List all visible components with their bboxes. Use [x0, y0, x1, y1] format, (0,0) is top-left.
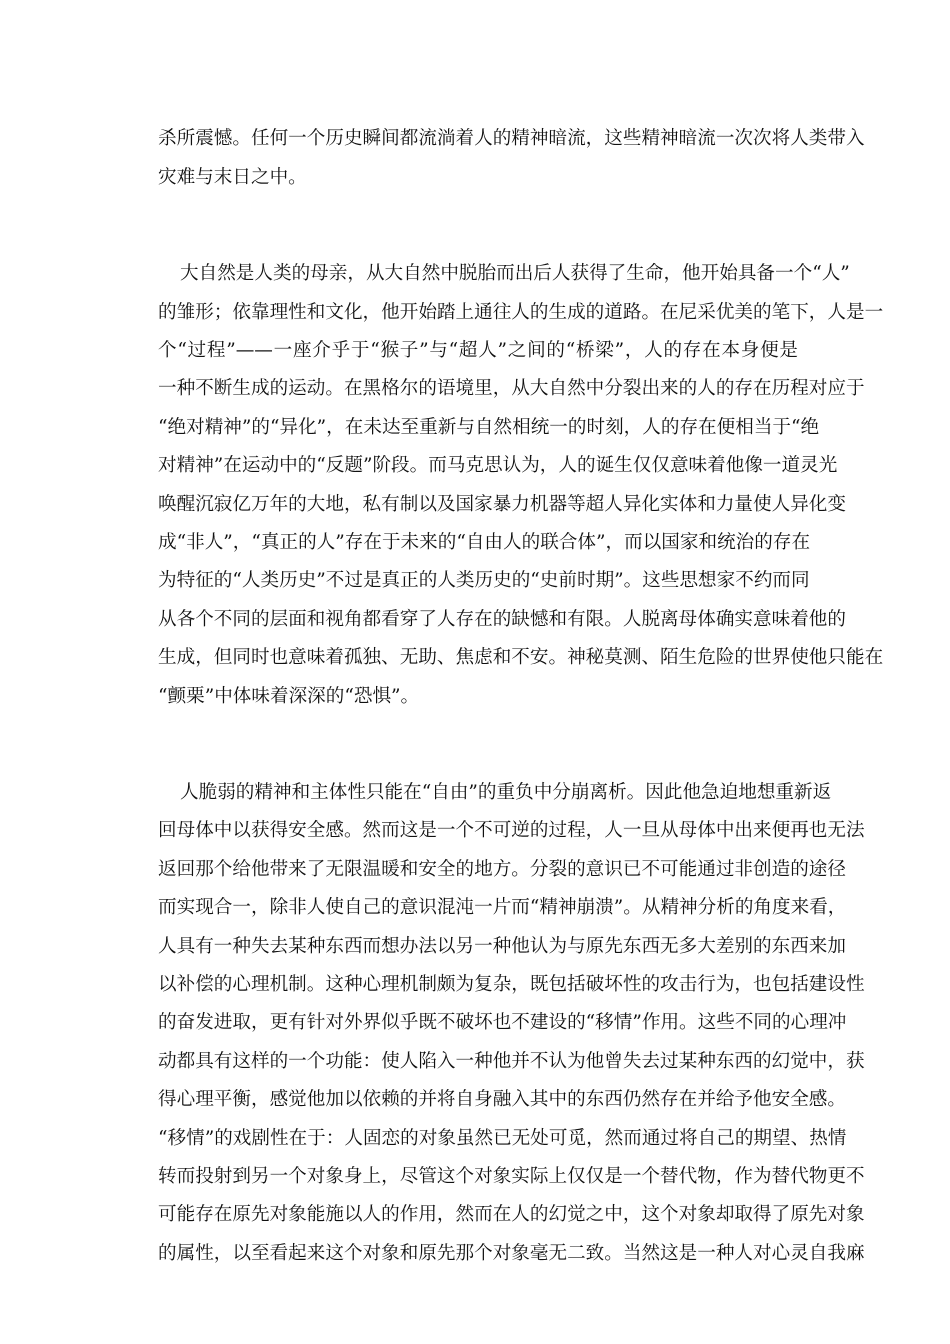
text-line: 返回那个给他带来了无限温暖和安全的地方。分裂的意识已不可能通过非创造的途径 [158, 859, 846, 880]
text-line: 的属性，以至看起来这个对象和原先那个对象毫无二致。当然这是一种人对心灵自我麻 [158, 1243, 865, 1264]
text-line: 个“过程”——一座介乎于“猴子”与“超人”之间的“桥梁”，人的存在本身便是 [158, 340, 798, 361]
text-line: 以补偿的心理机制。这种心理机制颇为复杂，既包括破坏性的攻击行为，也包括建设性 [158, 974, 865, 995]
text-line: 从各个不同的层面和视角都看穿了人存在的缺憾和有限。人脱离母体确实意味着他的 [158, 609, 846, 630]
text-line: 转而投射到另一个对象身上，尽管这个对象实际上仅仅是一个替代物，作为替代物更不 [158, 1166, 865, 1187]
text-line: 灾难与末日之中。 [158, 167, 307, 188]
text-line: 大自然是人类的母亲，从大自然中脱胎而出后人获得了生命，他开始具备一个“人” [180, 263, 850, 284]
text-line: 杀所震憾。任何一个历史瞬间都流淌着人的精神暗流，这些精神暗流一次次将人类带入 [158, 128, 865, 149]
text-line: 而实现合一，除非人使自己的意识混沌一片而“精神崩溃”。从精神分析的角度来看， [158, 897, 847, 918]
text-line: 的奋发进取，更有针对外界似乎既不破坏也不建设的“移情”作用。这些不同的心理冲 [158, 1012, 847, 1033]
text-line: 成“非人”，“真正的人”存在于未来的“自由人的联合体”，而以国家和统治的存在 [158, 532, 811, 553]
text-line: 人脆弱的精神和主体性只能在“自由”的重负中分崩离析。因此他急迫地想重新返 [180, 782, 832, 803]
text-line: 回母体中以获得安全感。然而这是一个不可逆的过程，人一旦从母体中出来便再也无法 [158, 820, 865, 841]
text-line: 动都具有这样的一个功能：使人陷入一种他并不认为他曾失去过某种东西的幻觉中，获 [158, 1051, 865, 1072]
text-line: 的雏形；依靠理性和文化，他开始踏上通往人的生成的道路。在尼采优美的笔下，人是一 [158, 302, 884, 323]
text-line: 唤醒沉寂亿万年的大地，私有制以及国家暴力机器等超人异化实体和力量使人异化变 [158, 494, 846, 515]
text-line: 生成，但同时也意味着孤独、无助、焦虑和不安。神秘莫测、陌生危险的世界使他只能在 [158, 647, 884, 668]
text-line: 得心理平衡，感觉他加以依赖的并将自身融入其中的东西仍然存在并给予他安全感。 [158, 1089, 846, 1110]
text-line: 人具有一种失去某种东西而想办法以另一种他认为与原先东西无多大差别的东西来加 [158, 936, 846, 957]
text-line: 为特征的“人类历史”不过是真正的人类历史的“史前时期”。这些思想家不约而同 [158, 570, 810, 591]
text-line: 对精神”在运动中的“反题”阶段。而马克思认为，人的诞生仅仅意味着他像一道灵光 [158, 455, 838, 476]
text-line: 可能存在原先对象能施以人的作用，然而在人的幻觉之中，这个对象却取得了原先对象 [158, 1204, 865, 1225]
text-line: “绝对精神”的“异化”，在未达至重新与自然相统一的时刻，人的存在便相当于“绝 [158, 417, 820, 438]
text-line: “移情”的戏剧性在于：人固恋的对象虽然已无处可觅，然而通过将自己的期望、热情 [158, 1128, 847, 1149]
text-line: “颤栗”中体味着深深的“恐惧”。 [158, 686, 420, 707]
text-line: 一种不断生成的运动。在黑格尔的语境里，从大自然中分裂出来的人的存在历程对应于 [158, 378, 865, 399]
